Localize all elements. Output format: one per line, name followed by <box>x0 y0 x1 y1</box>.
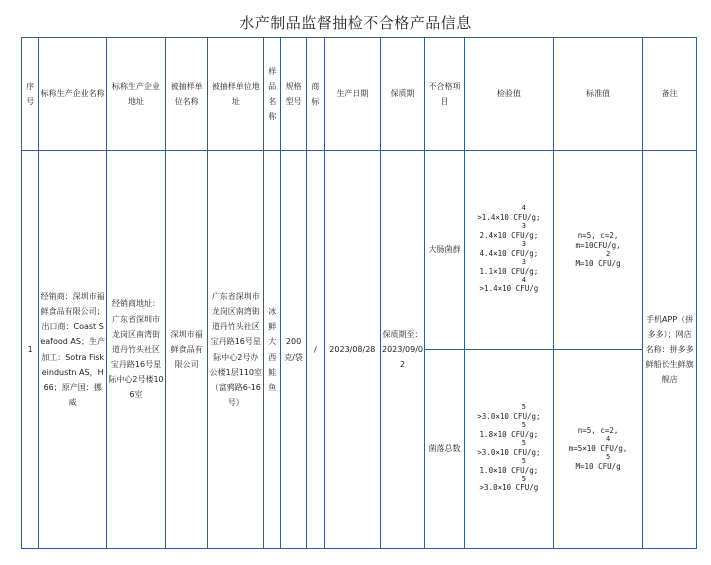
exponent: 2 <box>605 250 611 259</box>
cell-production-date: 2023/08/28 <box>324 151 380 549</box>
test-value: >1.4×10 CFU/g; <box>477 213 541 223</box>
col-header: 标称生产企业名称 <box>39 38 107 151</box>
exponent: 4 <box>521 275 527 284</box>
exponent: 5 <box>605 453 611 462</box>
exponent: 3 <box>521 222 527 231</box>
standard-group <box>554 151 642 349</box>
cell-failed-items <box>425 151 465 549</box>
failed-item: 菌落总数 <box>425 349 464 548</box>
standard-value: M=10 CFU/g <box>575 461 621 471</box>
col-header: 商标 <box>306 38 324 151</box>
col-header: 生产日期 <box>324 38 380 151</box>
col-header: 保质期 <box>380 38 425 151</box>
test-value: >3.0×10 CFU/g; <box>477 447 541 457</box>
exponent: 5 <box>521 403 527 412</box>
standard-value: n=5, c=2, <box>577 230 619 240</box>
exponent: 3 <box>521 240 527 249</box>
exponent: 5 <box>521 474 527 483</box>
exponent: 4 <box>521 204 527 213</box>
test-values-group <box>465 349 553 548</box>
cell-sampled-address: 广东省深圳市龙岗区南湾街道丹竹头社区宝丹路16号星际中心2号办公楼1层110室（富鸦路6-16号） <box>208 151 264 549</box>
col-header: 标准值 <box>554 38 643 151</box>
cell-remark: 手机APP（拼多多）；网店名称：拼多多鲜船长生鲜旗舰店 <box>643 151 697 549</box>
cell-producer-address: 经销商地址：广东省深圳市龙岗区南湾街道丹竹头社区宝丹路16号星际中心2号楼106室 <box>107 151 166 549</box>
standard-value: m=10CFU/g, <box>575 241 621 251</box>
header-row <box>22 38 697 151</box>
test-value: >3.0×10 CFU/g <box>479 483 539 493</box>
cell-producer: 经销商：深圳市福鲜食品有限公司；出口商：Coast Seafood AS；生产加工：Sotra Fiskeindustn AS，H66；原产国：挪威 <box>39 151 107 549</box>
result-table <box>21 37 697 549</box>
test-value: >3.0×10 CFU/g; <box>477 412 541 422</box>
exponent: 4 <box>605 435 611 444</box>
test-value: >1.4×10 CFU/g <box>479 284 539 294</box>
test-value: 1.0×10 CFU/g; <box>479 465 539 475</box>
cell-shelf-life: 保质期至：2023/09/02 <box>380 151 425 549</box>
cell-sample-name: 冰鲜大西鲑鱼 <box>264 151 281 549</box>
test-value: 2.4×10 CFU/g; <box>479 230 539 240</box>
col-header: 标称生产企业地址 <box>107 38 166 151</box>
failed-item: 大肠菌群 <box>428 245 461 255</box>
test-values-group <box>465 151 553 349</box>
col-header: 备注 <box>643 38 697 151</box>
cell-test-values <box>464 151 553 549</box>
standard-group <box>554 349 642 548</box>
col-header: 被抽样单位地址 <box>208 38 264 151</box>
table-row <box>22 151 697 549</box>
standard-value: m=5×10 CFU/g, <box>568 443 628 453</box>
exponent: 5 <box>521 439 527 448</box>
cell-standard-values <box>554 151 643 549</box>
exponent: 5 <box>521 421 527 430</box>
test-value: 1.1×10 CFU/g; <box>479 266 539 276</box>
test-value: 1.8×10 CFU/g; <box>479 429 539 439</box>
col-header: 不合格项目 <box>425 38 465 151</box>
cell-no: 1 <box>22 151 39 549</box>
standard-value: n=5, c=2, <box>577 426 619 436</box>
cell-spec: 200克/袋 <box>281 151 306 549</box>
col-header: 检验值 <box>464 38 553 151</box>
exponent: 5 <box>521 456 527 465</box>
col-header: 样品名称 <box>264 38 281 151</box>
cell-brand: / <box>306 151 324 549</box>
cell-sampled-unit: 深圳市福鲜食品有限公司 <box>165 151 208 549</box>
col-header: 序号 <box>22 38 39 151</box>
exponent: 3 <box>521 257 527 266</box>
page-title: 水产制品监督抽检不合格产品信息 <box>239 14 472 32</box>
col-header: 规格型号 <box>281 38 306 151</box>
standard-value: M=10 CFU/g <box>575 258 621 268</box>
test-value: 4.4×10 CFU/g; <box>479 248 539 258</box>
col-header: 被抽样单位名称 <box>165 38 208 151</box>
